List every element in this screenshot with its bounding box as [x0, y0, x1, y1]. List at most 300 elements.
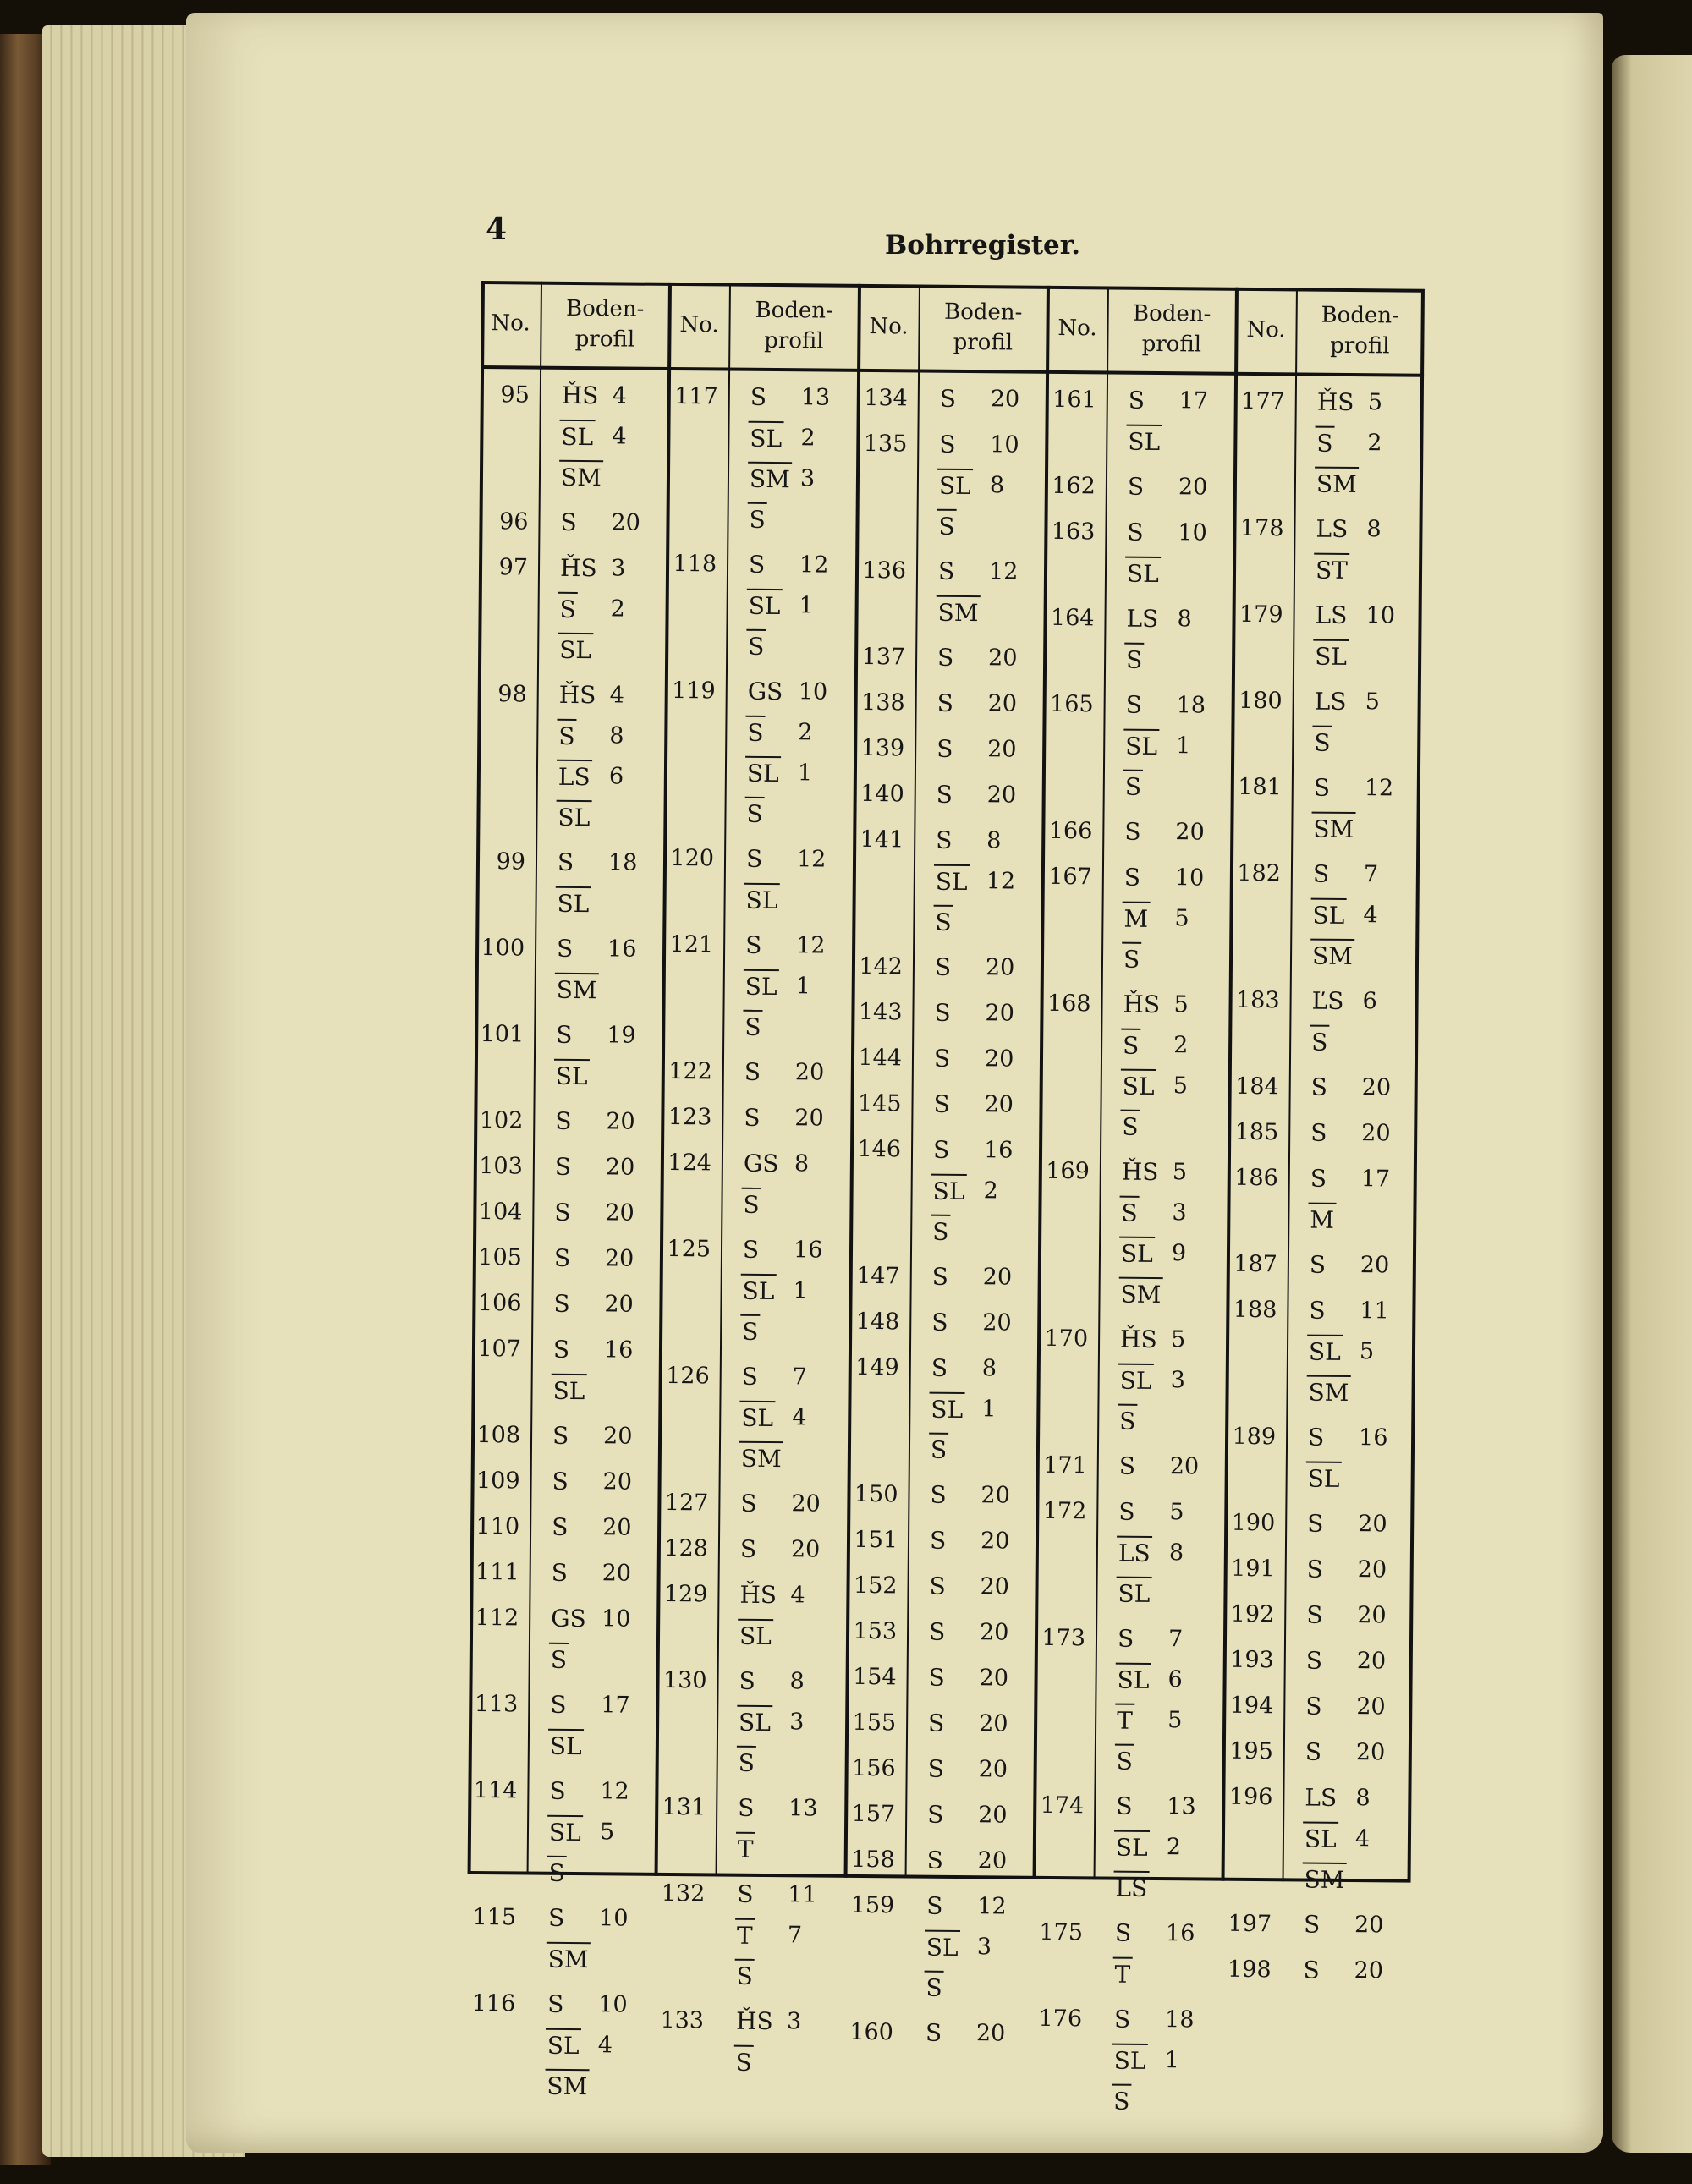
soil-code: S — [1127, 472, 1145, 501]
soil-layer — [546, 2028, 641, 2063]
header-line: profil — [1330, 332, 1390, 359]
soil-layer — [1113, 1871, 1209, 1906]
boring-number: 119 — [672, 677, 716, 705]
soil-layer — [1304, 1690, 1398, 1725]
boring-number: 163 — [1051, 518, 1096, 546]
soil-layer — [1312, 771, 1407, 806]
boring-number: 168 — [1047, 990, 1091, 1018]
soil-layer — [1313, 639, 1408, 674]
soil-layer — [739, 1487, 835, 1522]
boring-number: 110 — [475, 1513, 520, 1540]
soil-code: S — [924, 1971, 944, 2006]
header-line: profil — [953, 329, 1014, 356]
header-line: profil — [1141, 331, 1202, 358]
column-header-profile-text — [1321, 300, 1399, 362]
soil-layer — [1310, 898, 1405, 933]
soil-layer — [927, 1570, 1023, 1605]
layer-depth: 20 — [987, 645, 1018, 672]
layer-depth: 20 — [981, 1482, 1010, 1509]
layer-depth: 20 — [611, 509, 641, 536]
layer-depth: 5 — [1367, 389, 1383, 416]
layer-depth: 20 — [978, 1756, 1008, 1783]
soil-code: S — [931, 1308, 948, 1336]
soil-layer — [935, 733, 1030, 767]
soil-layer — [735, 1918, 832, 1953]
soil-layer — [925, 1890, 1020, 1924]
soil-layer — [738, 1578, 834, 1613]
soil-layer — [555, 973, 651, 1007]
soil-layer — [931, 1260, 1026, 1295]
boring-number: 100 — [481, 935, 525, 962]
soil-code: S — [560, 508, 577, 536]
boring-number: 170 — [1044, 1325, 1089, 1353]
layer-depth: 13 — [788, 1795, 818, 1822]
soil-code: S — [1118, 1497, 1135, 1526]
layer-depth: 2 — [798, 719, 813, 746]
soil-layer — [736, 1792, 832, 1826]
soil-code: S — [1310, 1073, 1328, 1101]
soil-layer — [1315, 426, 1409, 461]
boring-number: 138 — [860, 689, 905, 716]
layer-depth: 4 — [790, 1582, 805, 1609]
layer-depth: 20 — [1354, 1912, 1384, 1939]
boring-number: 107 — [477, 1336, 522, 1363]
layer-depth: 16 — [793, 1237, 823, 1264]
layer-depth: 20 — [1358, 1511, 1387, 1538]
header-line: Boden- — [943, 299, 1023, 326]
soil-layer — [558, 592, 653, 627]
layer-depth: 7 — [787, 1922, 803, 1949]
layer-depth: 18 — [607, 849, 638, 876]
boring-number: 124 — [667, 1149, 712, 1177]
soil-code: SL — [554, 1059, 590, 1095]
soil-code: SL — [551, 1374, 586, 1409]
boring-number: 185 — [1234, 1118, 1279, 1146]
soil-layer — [1305, 1599, 1399, 1633]
soil-layer — [1118, 1277, 1214, 1312]
soil-layer — [1122, 942, 1217, 977]
soil-layer — [747, 548, 843, 583]
soil-code: S — [1117, 1624, 1134, 1653]
soil-code: SL — [744, 883, 779, 919]
soil-layer — [1311, 858, 1406, 892]
layer-depth: 17 — [1360, 1166, 1391, 1193]
layer-depth: 5 — [599, 1819, 615, 1846]
soil-code: S — [745, 930, 762, 959]
soil-layer — [1308, 1203, 1403, 1237]
layer-depth: 10 — [598, 1905, 629, 1932]
layer-depth: 8 — [1355, 1785, 1371, 1812]
soil-code: S — [1118, 1451, 1136, 1480]
soil-layer — [549, 1643, 645, 1677]
layer-depth: 8 — [609, 722, 624, 749]
soil-layer — [547, 1856, 642, 1890]
boring-number: 150 — [854, 1480, 898, 1508]
soil-layer — [737, 1705, 833, 1740]
soil-layer — [733, 2045, 830, 2080]
soil-layer — [933, 905, 1029, 940]
boring-number: 192 — [1230, 1600, 1275, 1628]
column-header-no: No. — [869, 314, 909, 340]
layer-depth: 19 — [607, 1022, 636, 1049]
header-line: profil — [764, 327, 824, 354]
boring-number: 113 — [474, 1690, 519, 1718]
soil-code: S — [556, 1020, 573, 1049]
soil-layer — [740, 1314, 837, 1349]
soil-layer — [1313, 685, 1408, 720]
soil-layer — [747, 502, 843, 537]
soil-code: S — [737, 1879, 754, 1908]
soil-code: LS — [1316, 514, 1349, 543]
soil-code: S — [1309, 1296, 1326, 1325]
soil-layer — [1312, 726, 1407, 760]
layer-depth: 20 — [984, 1091, 1014, 1118]
soil-layer — [936, 595, 1031, 630]
boring-number: 196 — [1228, 1783, 1273, 1811]
soil-code: S — [745, 716, 766, 751]
soil-layer — [929, 1433, 1025, 1468]
soil-code: S — [739, 1666, 755, 1695]
boring-number: 154 — [852, 1663, 897, 1691]
layer-depth: 11 — [788, 1881, 817, 1908]
page-number: 4 — [486, 211, 508, 247]
header-line: Boden- — [565, 295, 645, 322]
boring-number: 117 — [674, 382, 718, 410]
layer-depth: 8 — [789, 1668, 805, 1695]
soil-code: S — [1310, 1164, 1327, 1193]
layer-depth: 16 — [607, 936, 637, 963]
soil-layer — [1112, 2003, 1208, 2038]
soil-layer — [748, 462, 844, 497]
soil-code: ST — [1314, 553, 1349, 589]
soil-code: M — [1308, 1203, 1336, 1238]
soil-layer — [745, 756, 842, 791]
soil-layer — [736, 1832, 832, 1867]
soil-code: SL — [738, 1619, 773, 1654]
layer-depth: 6 — [1362, 988, 1377, 1015]
soil-layer — [553, 1105, 649, 1139]
soil-code: S — [1310, 1025, 1330, 1061]
column-header-no: No. — [491, 310, 530, 337]
boring-number: 193 — [1230, 1646, 1274, 1674]
soil-code: S — [1124, 817, 1141, 846]
layer-depth: 18 — [1164, 2006, 1195, 2033]
boring-number: 153 — [853, 1617, 898, 1645]
soil-layer — [1120, 1155, 1216, 1190]
soil-code: S — [1124, 643, 1145, 678]
soil-code: S — [734, 1959, 755, 1995]
soil-code: S — [934, 952, 952, 981]
soil-code: SL — [746, 589, 782, 624]
layer-depth: 20 — [602, 1423, 633, 1450]
soil-layer — [937, 469, 1033, 503]
soil-layer — [937, 509, 1032, 544]
soil-code: SL — [555, 886, 591, 922]
boring-number: 96 — [499, 508, 529, 535]
soil-layer — [1115, 1744, 1211, 1779]
boring-number: 139 — [860, 734, 905, 762]
soil-layer — [928, 1524, 1024, 1559]
boring-number: 144 — [858, 1044, 903, 1072]
soil-code: S — [557, 848, 574, 876]
soil-code: S — [740, 1314, 761, 1350]
boring-number: 99 — [496, 848, 526, 875]
soil-layer — [552, 1242, 648, 1276]
layer-depth: 20 — [978, 1802, 1008, 1829]
layer-depth: 13 — [1167, 1793, 1196, 1820]
soil-layer — [1306, 1375, 1401, 1410]
soil-code: ȞS — [1316, 387, 1354, 417]
soil-code: S — [1114, 1918, 1132, 1947]
soil-layer — [926, 1844, 1021, 1879]
soil-code: S — [746, 629, 766, 665]
soil-layer — [737, 1665, 833, 1699]
boring-number: 188 — [1233, 1296, 1277, 1324]
soil-code: SL — [1116, 1577, 1151, 1612]
soil-layer — [550, 1511, 645, 1545]
layer-depth: 20 — [602, 1514, 632, 1541]
soil-code: S — [1113, 2005, 1131, 2033]
layer-depth: 4 — [597, 2032, 613, 2059]
header-line: profil — [574, 326, 635, 353]
soil-code: SM — [546, 1942, 590, 1978]
soil-code: SM — [1118, 1277, 1162, 1313]
soil-layer — [1310, 1071, 1404, 1106]
layer-depth: 20 — [602, 1560, 632, 1587]
soil-layer — [1123, 861, 1218, 896]
layer-depth: 2 — [610, 595, 625, 623]
layer-depth: 20 — [987, 736, 1017, 763]
layer-depth: 20 — [982, 1264, 1013, 1291]
layer-depth: 3 — [1170, 1367, 1186, 1394]
soil-code: SL — [934, 864, 970, 900]
layer-depth: 20 — [791, 1490, 821, 1517]
soil-layer — [1307, 1294, 1402, 1329]
boring-number: 95 — [500, 381, 530, 409]
soil-layer — [1115, 1663, 1211, 1698]
soil-layer — [551, 1374, 646, 1408]
layer-depth: 20 — [984, 1045, 1014, 1073]
header-line: Boden- — [755, 297, 833, 324]
soil-code: S — [1123, 770, 1144, 805]
soil-layer — [1310, 985, 1404, 1019]
soil-code: S — [552, 1467, 569, 1495]
layer-depth: 20 — [1178, 474, 1208, 501]
soil-code: S — [936, 826, 953, 854]
soil-code: LS — [1305, 1783, 1338, 1812]
layer-depth: 20 — [979, 1665, 1009, 1692]
soil-layer — [556, 846, 651, 881]
layer-depth: 8 — [794, 1150, 810, 1177]
column-header-profile-text — [944, 297, 1023, 359]
soil-code: S — [1125, 690, 1142, 719]
soil-code: SM — [748, 462, 792, 497]
soil-code: SL — [547, 1815, 583, 1851]
soil-code: S — [744, 1057, 761, 1086]
soil-layer — [1116, 1577, 1211, 1611]
soil-code: SL — [559, 420, 595, 455]
soil-code: S — [733, 2045, 754, 2081]
layer-depth: 3 — [786, 2008, 802, 2035]
soil-code: S — [930, 1480, 947, 1509]
boring-number: 159 — [850, 1891, 895, 1919]
layer-depth: 12 — [799, 551, 829, 579]
soil-layer — [548, 1688, 644, 1723]
boring-number: 183 — [1235, 986, 1280, 1014]
soil-code: S — [928, 1663, 945, 1692]
soil-layer — [1126, 470, 1222, 505]
boring-number: 177 — [1241, 387, 1285, 415]
layer-depth: 8 — [986, 827, 1002, 854]
soil-code: S — [1305, 1692, 1322, 1720]
layer-depth: 18 — [1176, 692, 1206, 719]
soil-layer — [1112, 1957, 1208, 1992]
boring-number: 127 — [664, 1489, 709, 1517]
soil-code: S — [1315, 426, 1335, 462]
soil-code: S — [931, 1215, 951, 1250]
boring-number: 155 — [852, 1709, 897, 1737]
soil-layer — [1126, 425, 1222, 459]
column-header-profile — [918, 285, 1048, 370]
layer-depth: 6 — [1167, 1666, 1183, 1693]
layer-depth: 20 — [605, 1199, 634, 1226]
soil-code: SL — [1119, 1237, 1155, 1272]
soil-layer — [1121, 1029, 1217, 1063]
boring-number: 128 — [664, 1534, 709, 1562]
layer-depth: 1 — [1164, 2047, 1179, 2074]
layer-depth: 8 — [1177, 606, 1192, 633]
boring-number: 114 — [473, 1776, 518, 1804]
soil-code: LS — [557, 760, 592, 795]
soil-code: GS — [747, 677, 783, 706]
soil-code: S — [929, 1433, 949, 1468]
soil-code: SL — [929, 1392, 964, 1428]
boring-number: 158 — [851, 1846, 895, 1874]
soil-code: SM — [545, 2069, 589, 2104]
layer-depth: 20 — [794, 1105, 824, 1132]
layer-depth: 20 — [985, 1000, 1014, 1027]
soil-layer — [924, 2017, 1019, 2051]
soil-code: SL — [740, 1274, 776, 1309]
soil-code: S — [743, 1010, 763, 1045]
layer-depth: 4 — [609, 682, 625, 709]
soil-layer — [547, 1901, 642, 1936]
soil-layer — [1311, 812, 1406, 847]
soil-layer — [924, 1971, 1019, 2006]
soil-code: S — [1306, 1600, 1323, 1629]
layer-depth: 20 — [975, 2020, 1006, 2047]
soil-layer — [548, 1729, 644, 1764]
soil-layer — [1125, 516, 1221, 551]
boring-number: 135 — [863, 430, 908, 458]
boring-number: 175 — [1039, 1918, 1084, 1946]
soil-code: S — [927, 1754, 944, 1783]
soil-layer — [1118, 1404, 1213, 1439]
layer-depth: 20 — [1357, 1556, 1387, 1583]
soil-code: LS — [1315, 601, 1348, 629]
soil-layer — [553, 1150, 649, 1185]
soil-code: S — [1123, 863, 1141, 892]
boring-number: 161 — [1052, 386, 1096, 414]
soil-code: S — [553, 1243, 571, 1272]
soil-layer — [1122, 902, 1217, 936]
soil-layer — [926, 1753, 1021, 1787]
soil-layer — [1112, 2084, 1207, 2119]
layer-depth: 5 — [1169, 1499, 1184, 1526]
soil-layer — [1118, 1450, 1213, 1484]
soil-code: S — [1128, 386, 1145, 414]
boring-number: 106 — [477, 1290, 522, 1317]
soil-layer — [746, 675, 843, 710]
boring-number: 148 — [855, 1308, 900, 1336]
layer-depth: 5 — [1173, 1073, 1189, 1100]
soil-layer — [1307, 1335, 1402, 1369]
soil-code: S — [931, 1353, 948, 1382]
soil-code: SL — [1126, 425, 1162, 460]
layer-depth: 4 — [792, 1404, 807, 1431]
soil-code: S — [556, 934, 574, 963]
layer-depth: 20 — [794, 1059, 825, 1086]
soil-code: S — [739, 1534, 757, 1563]
layer-depth: 20 — [1169, 1453, 1200, 1480]
layer-depth: 5 — [1365, 689, 1381, 716]
boring-number: 116 — [471, 1989, 516, 2017]
soil-layer — [936, 641, 1031, 676]
soil-code: S — [925, 2018, 942, 2047]
soil-code: ȞS — [559, 553, 597, 583]
soil-code: S — [1312, 859, 1330, 888]
soil-layer — [1125, 557, 1221, 591]
soil-code: S — [939, 430, 956, 458]
soil-layer — [734, 1959, 831, 1994]
boring-number: 145 — [857, 1089, 902, 1117]
layer-depth: 20 — [1356, 1693, 1386, 1720]
soil-code: S — [937, 509, 957, 545]
soil-code: S — [553, 1289, 570, 1318]
soil-layer — [554, 1059, 650, 1094]
soil-code: SL — [1305, 1462, 1341, 1497]
soil-layer — [559, 460, 655, 495]
layer-depth: 20 — [1356, 1648, 1387, 1675]
boring-number: 122 — [668, 1057, 712, 1085]
soil-code: S — [1307, 1423, 1325, 1451]
soil-code: S — [932, 1135, 950, 1164]
soil-code: SL — [931, 1174, 966, 1210]
layer-depth: 17 — [1178, 387, 1209, 414]
layer-depth: 10 — [598, 1991, 628, 2018]
layer-depth: 16 — [983, 1137, 1014, 1164]
column-header-profile — [1295, 288, 1425, 373]
soil-code: ȞS — [561, 381, 599, 410]
soil-code: S — [554, 1152, 572, 1181]
layer-depth: 20 — [1361, 1074, 1392, 1101]
boring-number: 189 — [1232, 1423, 1277, 1451]
facing-page-edge — [1612, 55, 1692, 2153]
layer-depth: 9 — [1171, 1240, 1187, 1267]
layer-depth: 10 — [1174, 864, 1205, 892]
header-line: Boden- — [1321, 302, 1399, 329]
soil-layer — [743, 1010, 839, 1045]
soil-layer — [1303, 1822, 1398, 1857]
soil-code: SL — [1125, 557, 1161, 592]
soil-code: S — [740, 1489, 757, 1517]
layer-depth: 12 — [977, 1893, 1007, 1920]
soil-layer — [933, 951, 1029, 985]
boring-number: 179 — [1239, 601, 1283, 628]
layer-depth: 4 — [612, 382, 628, 409]
soil-layer — [554, 1018, 650, 1053]
boring-number: 171 — [1043, 1451, 1087, 1479]
